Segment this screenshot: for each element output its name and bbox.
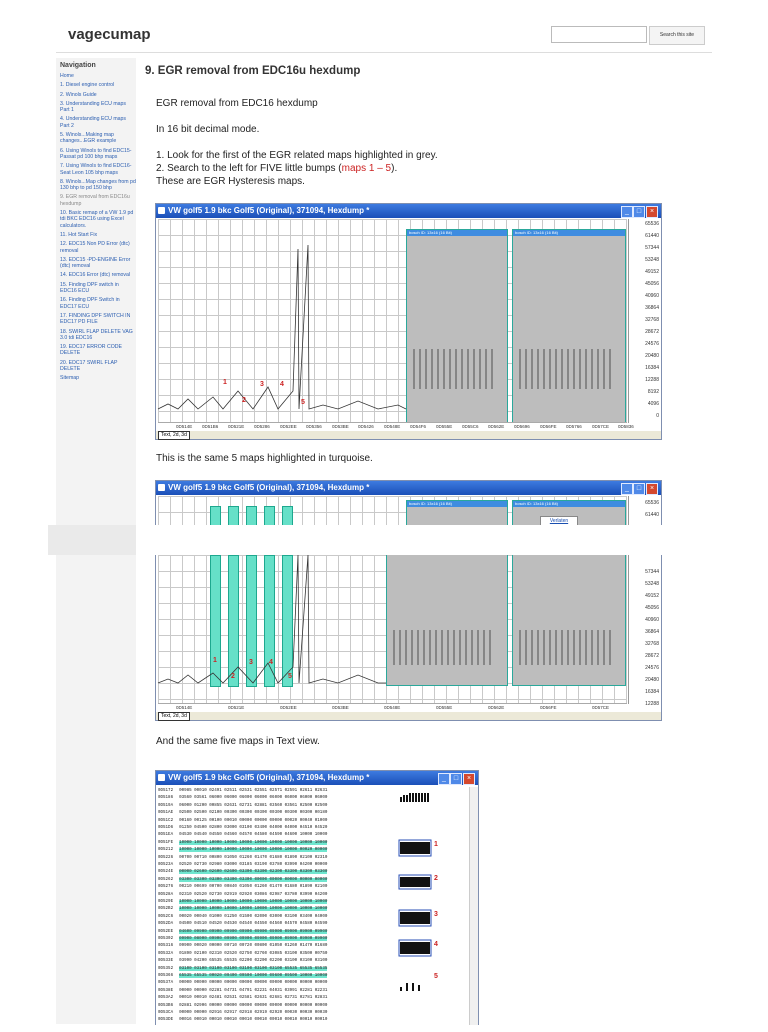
hex-address: 0D53CA: [158, 1011, 174, 1015]
hex-values[interactable]: 00700 00710 00800 01050 01260 01470 01680 01890 02100 02310: [179, 855, 328, 860]
sidebar-item[interactable]: 20. EDC17 SWIRL FLAP DELETE: [60, 359, 118, 372]
mini-bar-preview: [400, 787, 460, 1025]
sidebar-item[interactable]: 7. Using Winols to find EDC16-Seat Leon 105 bhp maps: [60, 163, 132, 176]
hex-values[interactable]: 65535 65535 00020 09400 09500 10000 09600 09500 10000 10000: [179, 974, 328, 978]
hexdump-window-grey[interactable]: [155, 203, 662, 440]
hex-address: 0D5352: [158, 966, 174, 971]
x-tick: 0D562E: [488, 705, 505, 710]
hex-values[interactable]: 06000 01200 00855 02631 02731 02881 03560 03561 02500 02500: [179, 803, 328, 808]
view-tabs[interactable]: Text, 2d, 3d: [158, 712, 190, 721]
y-tick: 12288: [645, 377, 659, 383]
hex-row[interactable]: [158, 826, 327, 830]
hex-row[interactable]: [158, 974, 327, 978]
hex-row[interactable]: [158, 996, 327, 1000]
hex-address: 0D5262: [158, 877, 174, 882]
y-tick: 16384: [645, 689, 659, 695]
marker-4: 4: [269, 659, 273, 666]
search-button[interactable]: Search this site: [649, 26, 705, 45]
y-tick: 61440: [645, 512, 659, 518]
caption-text-view: And the same five maps in Text view.: [156, 736, 320, 747]
sidebar-item[interactable]: 14. EDC16 Error (dtc) removal: [60, 272, 131, 279]
minimize-button[interactable]: _: [621, 483, 633, 495]
hex-values[interactable]: 02310 02520 02730 02919 02920 03086 02987 03780 03990 04200: [179, 892, 328, 897]
sidebar-item[interactable]: 13. EDC15 -PD-ENGINE Error (dtc) removal: [60, 256, 131, 270]
sidebar-item[interactable]: 19. EDC17 ERROR CODE DELETE: [60, 344, 122, 357]
hex-values[interactable]: 10000 10000 10000 10000 10000 10000 10000 10000 10000 10000: [179, 907, 328, 912]
y-tick: 53248: [645, 581, 659, 587]
search-input[interactable]: [551, 26, 647, 43]
x-tick: 0D5766: [566, 424, 582, 429]
y-axis: [628, 555, 661, 707]
y-tick: 28672: [645, 653, 659, 659]
sidebar-item[interactable]: 1. Diesel engine control: [60, 82, 115, 89]
marker-3: 3: [260, 381, 264, 388]
hex-address: 0D51EA: [158, 833, 174, 838]
maximize-button[interactable]: □: [450, 773, 462, 785]
marker-2: 2: [434, 875, 438, 882]
x-tick: 0D521E: [228, 424, 245, 429]
sidebar-item[interactable]: 10. Basic remap of a VW 1.9 pd tdi BKC EDC16 using Excel calculators.: [60, 210, 134, 229]
hex-values[interactable]: 01890 02100 02310 02520 02750 02760 03085 03100 03500 00750: [179, 951, 328, 956]
app-icon: [158, 207, 165, 214]
hex-row[interactable]: [158, 989, 327, 993]
hex-row[interactable]: [158, 811, 327, 815]
hexdump-window-turquoise-bottom[interactable]: [155, 555, 662, 721]
x-tick: 0D56FE: [540, 424, 557, 429]
y-tick: 57344: [645, 245, 659, 251]
y-tick: 24576: [645, 665, 659, 671]
x-tick: 0D53BE: [332, 424, 349, 429]
hex-address: 0D5276: [158, 885, 174, 890]
sidebar-item[interactable]: 16. Finding DPF Switch in EDC17 ECU: [60, 297, 120, 310]
sidebar-item[interactable]: 8. Winols...Map changes from pd 130 bhp to pd 150 bhp: [60, 178, 136, 192]
hex-row[interactable]: [158, 922, 327, 926]
hex-values[interactable]: 04600 09900 09900 09900 09900 09900 09900 09900 09900 09900: [179, 929, 328, 934]
step-1-text: 1. Look for the first of the EGR related maps highlighted in grey.: [156, 150, 438, 161]
y-tick: 0: [656, 413, 659, 419]
hex-row[interactable]: [158, 1018, 327, 1022]
map-header: bosch ID: 13x16 (16 Bit): [513, 501, 625, 507]
vertical-scrollbar[interactable]: [469, 787, 478, 1025]
hex-address: 0D5302: [158, 937, 174, 941]
x-tick: 0D521E: [228, 705, 245, 710]
step-2-prefix: 2. Search to the left for FIVE little bumps (: [156, 163, 342, 174]
x-tick: 0D514E: [176, 424, 193, 429]
y-tick: 16384: [645, 365, 659, 371]
tooltip[interactable]: Verlaten: [540, 516, 578, 527]
y-tick: 32768: [645, 317, 659, 323]
hex-row[interactable]: [158, 841, 327, 845]
map-header: bosch ID: 13x16 (16 Bit): [407, 230, 507, 236]
x-tick: 0D57CE: [592, 424, 610, 429]
x-tick: 0D52EE: [280, 424, 297, 429]
marker-1: 1: [223, 379, 227, 386]
y-tick: 4096: [647, 401, 659, 407]
maximize-button[interactable]: □: [633, 483, 645, 495]
hex-row[interactable]: [158, 893, 327, 897]
hex-address: 0D5212: [158, 848, 174, 853]
hex-address: 0D5316: [158, 944, 174, 949]
sidebar-item[interactable]: 6. Using Winols to find EDC15-Passat pd 100 bhp maps: [60, 147, 132, 160]
view-tabs[interactable]: Text, 2d, 3d: [158, 431, 190, 440]
sidebar-item-home[interactable]: Home: [60, 73, 74, 79]
hex-address: 0D51D6: [158, 826, 174, 830]
y-tick: 12288: [645, 701, 659, 707]
hex-values[interactable]: 02520 02730 02980 03000 03185 03190 03780 03990 04200 00000: [179, 863, 328, 867]
x-tick: 0D56FE: [540, 705, 557, 710]
x-tick: 0D555E: [436, 424, 453, 429]
graph-trace: [158, 555, 628, 695]
hex-row[interactable]: [158, 967, 327, 971]
hex-values[interactable]: 00985 00010 02491 02511 02531 02551 02571 02591 02611 02631: [179, 789, 328, 793]
hex-values[interactable]: 01250 04500 02800 03000 03100 03400 04000 04000 04510 04520: [179, 826, 328, 830]
hex-address: 0D519A: [158, 803, 174, 808]
minimize-button[interactable]: _: [438, 773, 450, 785]
x-tick: 0D548E: [384, 424, 401, 429]
hexdump-graph[interactable]: [158, 496, 627, 526]
hex-row[interactable]: [158, 863, 327, 867]
window-titlebar[interactable]: [156, 771, 478, 785]
hex-row[interactable]: [158, 848, 327, 852]
status-bar: [156, 431, 661, 439]
hex-row[interactable]: [158, 1004, 327, 1008]
marker-4: 4: [434, 941, 438, 948]
hex-values[interactable]: 03560 03561 06000 06000 06000 06000 06000 06000 06000 06000: [179, 796, 328, 801]
y-tick: 45056: [645, 281, 659, 287]
x-tick: 0D514E: [176, 705, 193, 710]
hex-address: 0D52DA: [158, 922, 174, 927]
mini-bar-graphic: [400, 787, 460, 1027]
hex-values[interactable]: 09900 00020 00000 00710 00720 00800 01050 01260 01470 01680: [179, 944, 328, 949]
y-tick: 32768: [645, 641, 659, 647]
y-tick: 36864: [645, 629, 659, 635]
x-tick: 0D548E: [384, 705, 401, 710]
hex-values[interactable]: 04500 04510 04520 04530 04540 04550 04560 04570 04580 04590: [179, 922, 328, 927]
hex-address: 0D524E: [158, 870, 174, 875]
close-button[interactable]: ×: [646, 206, 658, 218]
y-tick: 65536: [645, 500, 659, 506]
y-tick: 20480: [645, 353, 659, 359]
hex-values[interactable]: 00016 00010 00010 00010 00010 00010 00010 00010 00010 00010: [179, 1018, 328, 1023]
x-tick: 0D57CE: [592, 705, 610, 710]
marker-5: 5: [434, 973, 438, 980]
mode-text: In 16 bit decimal mode.: [156, 124, 260, 135]
y-tick: 40960: [645, 617, 659, 623]
hexdump-graph[interactable]: [158, 219, 627, 423]
sidebar-item[interactable]: 18. SWIRL FLAP DELETE VAG 3.0 tdi EDC16: [60, 328, 133, 341]
sidebar-item[interactable]: 2. Winols Guide: [60, 91, 97, 98]
x-axis: [158, 703, 627, 712]
x-tick: 0D555E: [436, 705, 453, 710]
x-tick: 0D5356: [306, 424, 322, 429]
hex-address: 0D5226: [158, 855, 174, 860]
marker-2: 2: [242, 397, 246, 404]
maximize-button[interactable]: □: [633, 206, 645, 218]
hex-address: 0D537A: [158, 981, 174, 986]
y-tick: 8192: [647, 389, 659, 395]
x-tick: 0D55C6: [462, 424, 479, 429]
sidebar-item-sitemap[interactable]: Sitemap: [60, 375, 80, 382]
marker-3: 3: [434, 911, 438, 918]
y-tick: 65536: [645, 221, 659, 227]
hex-values[interactable]: 03100 03100 03100 03100 03100 03100 03100 65535 65535 65535: [179, 966, 328, 971]
hex-row[interactable]: [158, 900, 327, 904]
x-tick: 0D562E: [488, 424, 505, 429]
hexdump-window-turquoise-top[interactable]: [155, 480, 662, 526]
marker-3: 3: [249, 659, 253, 666]
hex-address: 0D523A: [158, 863, 174, 867]
marker-2: 2: [231, 673, 235, 680]
hex-row[interactable]: [158, 789, 327, 793]
hex-values[interactable]: 00000 00000 02916 02917 02918 02919 02920 00030 00030 00030: [179, 1011, 328, 1015]
hex-row[interactable]: [158, 819, 327, 823]
y-axis: [628, 496, 661, 526]
hex-values[interactable]: 02881 02906 00000 00000 00000 00000 00000 00000 00000 00000: [179, 1003, 328, 1008]
hex-address: 0D538E: [158, 988, 174, 993]
y-tick: 61440: [645, 233, 659, 239]
x-tick: 0D5696: [514, 424, 530, 429]
y-tick: 40960: [645, 293, 659, 299]
hex-values[interactable]: 00010 00010 02481 02531 02581 02631 02681 02731 02781 02831: [179, 996, 328, 1001]
marker-5: 5: [288, 673, 292, 680]
marker-1: 1: [434, 841, 438, 848]
hex-address: 0D52EE: [158, 929, 174, 934]
hex-row[interactable]: [158, 796, 327, 800]
hex-values[interactable]: 10000 10000 10000 10000 10000 10000 10000 10000 00020 00000: [179, 848, 328, 853]
y-axis: [628, 219, 661, 423]
hex-row[interactable]: [158, 944, 327, 948]
hex-address: 0D528A: [158, 892, 174, 897]
window-titlebar[interactable]: [156, 204, 661, 218]
marker-1: 1: [213, 657, 217, 664]
step-3-text: These are EGR Hysteresis maps.: [156, 176, 305, 187]
hex-address: 0D51C2: [158, 818, 174, 823]
hexdump-window-text-view[interactable]: [155, 770, 479, 1025]
marker-5: 5: [301, 399, 305, 406]
hex-row[interactable]: [158, 959, 327, 963]
graph-trace: [158, 219, 628, 424]
hex-values[interactable]: 04530 04540 04550 04560 04570 04580 04590 04600 10000 10000: [179, 833, 328, 838]
hex-values[interactable]: 00160 00125 00100 00010 00000 00000 00000 00020 00040 01000: [179, 818, 328, 823]
hex-values[interactable]: 00000 00000 00000 00000 00000 00000 00000 00000 00000 00000: [179, 981, 328, 986]
hex-address: 0D51AE: [158, 811, 174, 816]
window-title: VW golf5 1.9 bkc Golf5 (Original), 371094, Hexdump *: [168, 483, 370, 492]
page-break-shade: [48, 525, 136, 555]
hex-row[interactable]: [158, 833, 327, 837]
hex-row[interactable]: [158, 981, 327, 985]
y-tick: 24576: [645, 341, 659, 347]
page-title: 9. EGR removal from EDC16u hexdump: [145, 65, 361, 77]
y-tick: 36864: [645, 305, 659, 311]
hex-address: 0D533E: [158, 959, 174, 964]
hex-row[interactable]: [158, 804, 327, 808]
sidebar-item[interactable]: 17. FINDING DPF SWITCH IN EDC17 PD FILE: [60, 312, 131, 326]
hex-address: 0D5366: [158, 974, 174, 978]
sidebar-nav: [56, 73, 136, 382]
step-2-suffix: ).: [391, 163, 398, 174]
hex-address: 0D529E: [158, 900, 174, 904]
sidebar-heading: Navigation: [60, 62, 96, 69]
x-tick: 0D51B6: [202, 424, 219, 429]
hex-address: 0D53A2: [158, 996, 174, 1001]
window-titlebar[interactable]: [156, 481, 661, 495]
hex-values[interactable]: 00000 02600 02600 02600 03300 03300 02300 03300 03300 03300: [179, 870, 328, 875]
hex-values[interactable]: 03300 03300 03300 03300 03300 00000 00000 00000 00000 00000: [179, 877, 328, 882]
step-2-text: [156, 163, 397, 174]
app-icon: [158, 484, 165, 491]
subheading: EGR removal from EDC16 hexdump: [156, 98, 318, 109]
hex-row[interactable]: [158, 907, 327, 911]
hex-address: 0D52C6: [158, 914, 174, 919]
y-tick: 53248: [645, 257, 659, 263]
x-tick: 0D52EE: [280, 705, 297, 710]
x-axis: [158, 422, 634, 431]
x-tick: 0D5836: [618, 424, 634, 429]
hex-values[interactable]: 10000 10000 10000 10000 10000 10000 10000 10000 10000 10000: [179, 840, 328, 845]
status-bar: [156, 712, 661, 720]
minimize-button[interactable]: _: [621, 206, 633, 218]
hex-address: 0D532A: [158, 951, 174, 956]
hex-address: 0D5186: [158, 796, 174, 801]
y-tick: 57344: [645, 569, 659, 575]
hex-values[interactable]: 00000 00000 02281 04731 04791 02231 04031 03991 02281 02231: [179, 988, 328, 993]
x-tick: 0D54F6: [410, 424, 427, 429]
hex-row[interactable]: [158, 930, 327, 934]
hex-text-area[interactable]: [156, 787, 396, 1025]
close-button[interactable]: ×: [463, 773, 475, 785]
y-tick: 45056: [645, 605, 659, 611]
sidebar-item[interactable]: 12. EDC15 Non PD Error (dtc) removal: [60, 241, 130, 254]
y-tick: 20480: [645, 677, 659, 683]
hex-row[interactable]: [158, 1011, 327, 1015]
sidebar-item-current[interactable]: 9. EGR removal from EDC16u hexdump: [60, 194, 130, 207]
x-tick: 0D5426: [358, 424, 374, 429]
sidebar-item[interactable]: 3. Understanding ECU maps Part 1: [60, 100, 127, 114]
window-title: VW golf5 1.9 bkc Golf5 (Original), 371094, Hexdump *: [168, 206, 370, 215]
map-header: bosch ID: 13x16 (16 Bit): [513, 230, 625, 236]
hex-row[interactable]: [158, 915, 327, 919]
hex-values[interactable]: 02500 02500 02100 00300 00300 00300 00300 00300 00300 00180: [179, 811, 328, 816]
hex-values[interactable]: 03990 04200 65535 65535 02200 02200 02200 03100 03100 03100: [179, 959, 328, 964]
hex-row[interactable]: [158, 878, 327, 882]
hex-address: 0D51FE: [158, 840, 174, 845]
hex-row[interactable]: [158, 952, 327, 956]
page-break: [48, 525, 720, 555]
sidebar-item[interactable]: 5. Winols...Making map changes...EGR example: [60, 132, 117, 145]
maps-link[interactable]: maps 1 – 5: [341, 163, 392, 174]
hexdump-graph[interactable]: [158, 555, 627, 704]
close-button[interactable]: ×: [646, 483, 658, 495]
app-icon: [158, 774, 165, 781]
y-tick: 49152: [645, 593, 659, 599]
header-divider: [56, 52, 712, 53]
sidebar-item[interactable]: 15. Finding DPF switch in EDC16 ECU: [60, 281, 119, 295]
hex-address: 0D52B2: [158, 907, 174, 912]
y-tick: 49152: [645, 269, 659, 275]
hex-address: 0D53B6: [158, 1003, 174, 1008]
hex-values[interactable]: 00210 00699 00700 00840 01050 01260 01470 01680 01890 02100: [179, 885, 328, 890]
hex-values[interactable]: 10000 10000 10000 10000 10000 10000 10000 10000 10000 10000: [179, 900, 328, 904]
hex-row[interactable]: [158, 937, 327, 941]
x-tick: 0D53BE: [332, 705, 349, 710]
hex-row[interactable]: [158, 885, 327, 889]
hex-row[interactable]: [158, 856, 327, 860]
map-header: bosch ID: 13x16 (16 Bit): [407, 501, 507, 507]
hex-row[interactable]: [158, 870, 327, 874]
x-tick: 0D5286: [254, 424, 270, 429]
hex-values[interactable]: 00020 00040 01000 01250 01500 02000 03000 03100 03400 04000: [179, 914, 328, 919]
sidebar-item[interactable]: 11. Hot Start Fix: [60, 231, 98, 238]
marker-4: 4: [280, 381, 284, 388]
window-title: VW golf5 1.9 bkc Golf5 (Original), 371094, Hexdump *: [168, 773, 370, 782]
hex-address: 0D5172: [158, 789, 174, 793]
hex-values[interactable]: 09900 08000 09900 09900 09900 09900 09900 09900 09900 09900: [179, 937, 328, 941]
caption-turquoise: This is the same 5 maps highlighted in turquoise.: [156, 453, 373, 464]
sidebar-item[interactable]: 4. Understanding ECU maps Part 2: [60, 116, 127, 129]
site-title[interactable]: vagecumap: [68, 26, 151, 43]
hex-address: 0D53DE: [158, 1018, 174, 1023]
y-tick: 28672: [645, 329, 659, 335]
